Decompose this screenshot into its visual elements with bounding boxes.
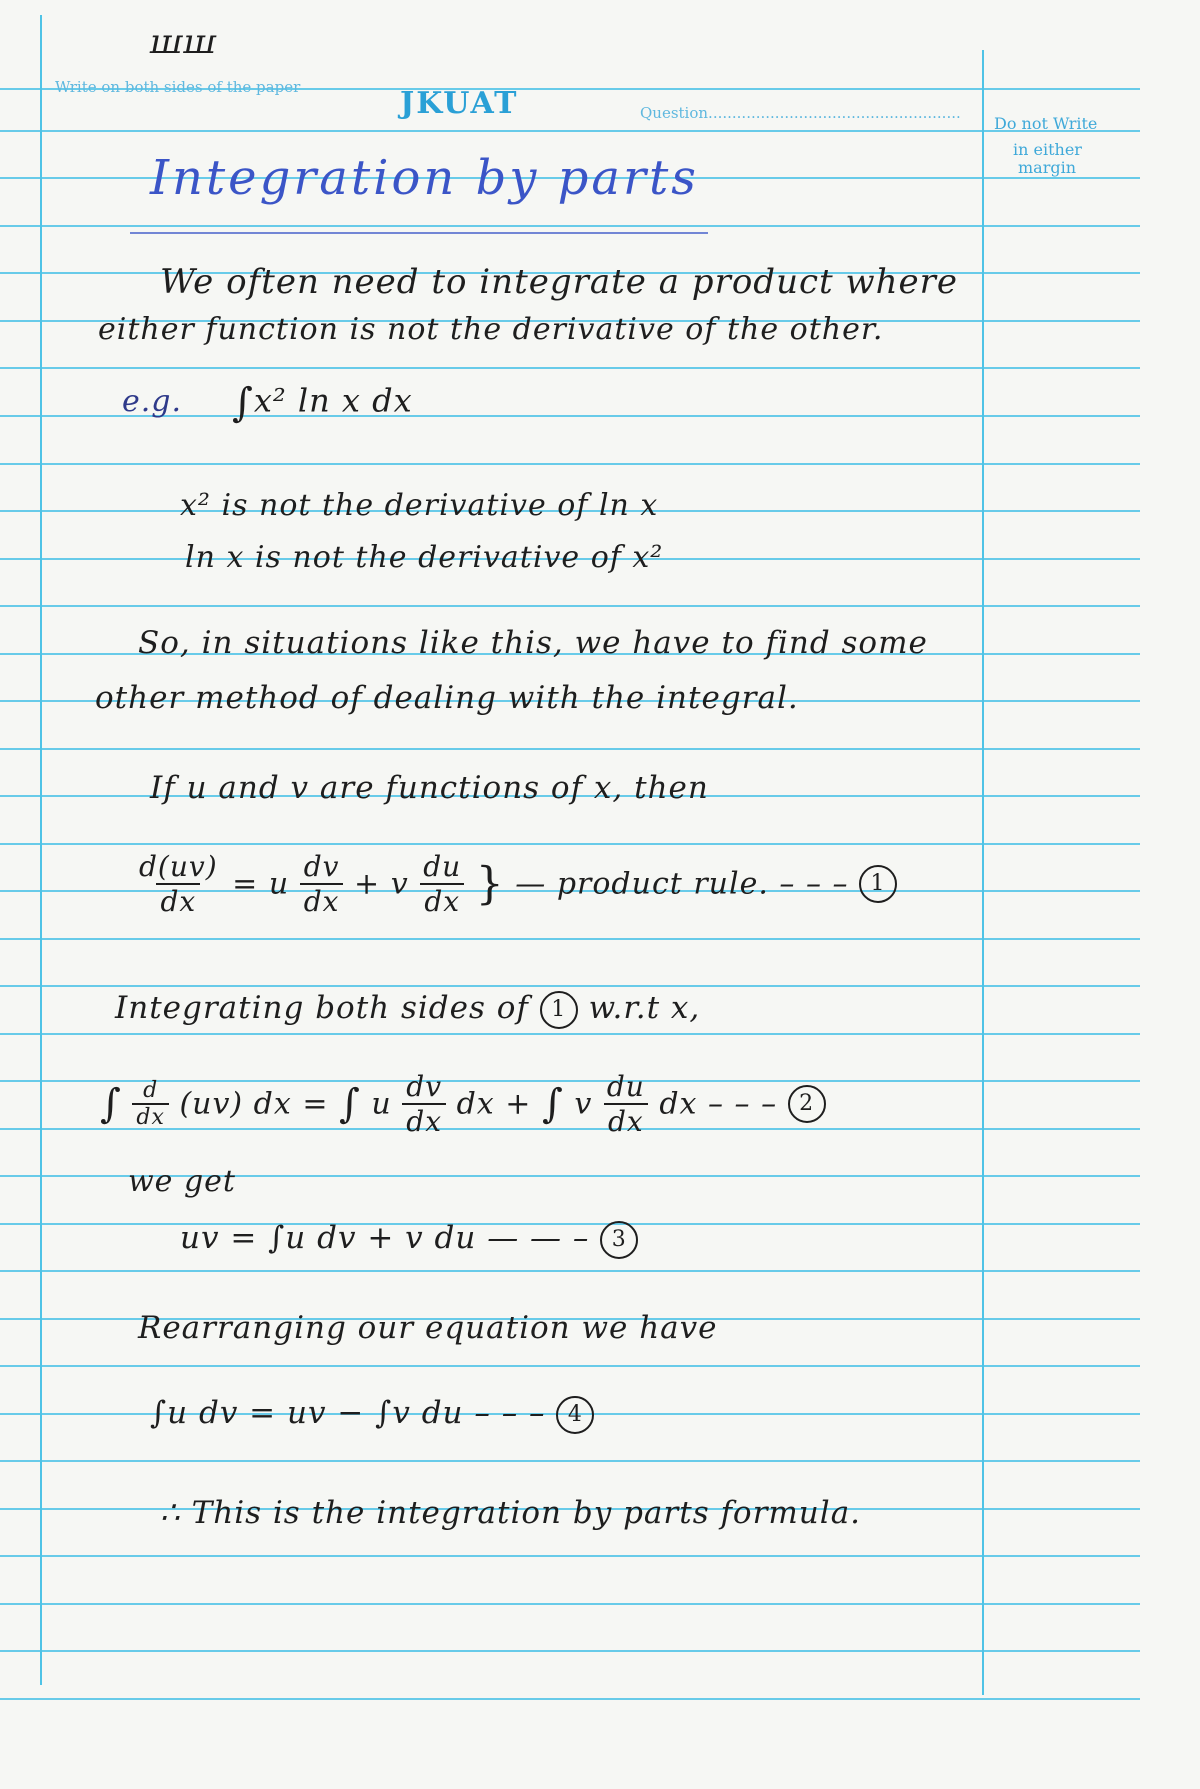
- rule-line: [0, 367, 1140, 369]
- rule-line: [0, 1603, 1140, 1605]
- title-underline: [130, 232, 708, 234]
- example-integral: [232, 380, 413, 426]
- equation-reference: 1: [540, 991, 578, 1029]
- page-initials: ꟺꟺ: [150, 22, 218, 62]
- example-label: e.g.: [122, 384, 183, 419]
- side-note-line: in either: [1013, 140, 1082, 159]
- rule-line: [0, 985, 1140, 987]
- equation-three: uv = ∫u dv + v du — — – 3: [180, 1220, 638, 1259]
- intro-line: We often need to integrate a product where: [160, 262, 958, 302]
- intro-line: either function is not the derivative of the other.: [98, 312, 884, 347]
- fraction: $\frac{dv}{dx}$: [402, 1070, 446, 1138]
- equation-number: 4: [556, 1396, 594, 1434]
- rule-line: [0, 605, 1140, 607]
- rule-line: [0, 938, 1140, 940]
- right-margin-line: [982, 50, 984, 1695]
- rearranging-line: Rearranging our equation we have: [138, 1310, 718, 1346]
- rule-line: [0, 1555, 1140, 1557]
- left-margin-line: [40, 15, 42, 1685]
- page-title: Integration by parts: [150, 150, 699, 206]
- product-rule-tag: — product rule. – – –: [515, 866, 849, 902]
- rule-line: [0, 843, 1140, 845]
- fraction: $\frac{dv}{dx}$: [300, 850, 344, 918]
- side-note-line: Do not Write: [994, 114, 1098, 133]
- equation-number: 2: [788, 1085, 826, 1123]
- rule-line: [0, 1460, 1140, 1462]
- margin-instruction: Write on both sides of the paper: [55, 78, 301, 96]
- rule-line: [0, 225, 1140, 227]
- rule-line: [0, 463, 1140, 465]
- rule-line: [0, 748, 1140, 750]
- side-note-line: margin: [1018, 158, 1077, 177]
- rule-line: [0, 1033, 1140, 1035]
- question-label: Question.....................................................: [640, 104, 961, 122]
- paragraph-line: other method of dealing with the integral.: [95, 680, 799, 716]
- equation-four: ∫u dv = uv − ∫v du – – – 4: [150, 1395, 594, 1434]
- rule-line: [0, 1365, 1140, 1367]
- rule-line: [0, 130, 1140, 132]
- we-get-label: we get: [128, 1164, 236, 1199]
- fraction: $\frac{d}{dx}$: [132, 1078, 169, 1130]
- product-rule-equation: $\frac{d(uv)}{dx}$ = u $\frac{dv}{dx}$ + v $\frac{du}{dx}$ } — product rule. – – – 1: [135, 850, 897, 918]
- rule-line: [0, 1270, 1140, 1272]
- institution-name: JKUAT: [400, 86, 519, 121]
- integrated-equation: ∫ $\frac{d}{dx}$ (uv) dx = ∫ u $\frac{dv}{dx}$ dx + ∫ v $\frac{du}{dx}$ dx – – – 2: [100, 1070, 826, 1138]
- rule-line: [0, 1650, 1140, 1652]
- integral-sign: ∫: [339, 1081, 361, 1127]
- equation-number: 3: [600, 1221, 638, 1259]
- fraction: $\frac{du}{dx}$: [419, 850, 465, 918]
- example-note: x² is not the derivative of ln x: [180, 488, 659, 523]
- integrating-line: Integrating both sides of 1 w.r.t x,: [115, 990, 700, 1029]
- conclusion-line: ∴ This is the integration by parts formula.: [160, 1495, 862, 1531]
- fraction: $\frac{du}{dx}$: [603, 1070, 649, 1138]
- example-note: ln x is not the derivative of x²: [185, 540, 664, 575]
- integral-sign: ∫: [232, 380, 254, 426]
- rule-line: [0, 1698, 1140, 1700]
- fraction: $\frac{d(uv)}{dx}$: [139, 850, 218, 918]
- example-integrand: x² ln x dx: [253, 381, 413, 420]
- integral-sign: ∫: [100, 1081, 122, 1127]
- equation-number: 1: [859, 865, 897, 903]
- statement-line: If u and v are functions of x, then: [150, 770, 709, 806]
- paragraph-line: So, in situations like this, we have to find some: [138, 625, 928, 661]
- integral-sign: ∫: [541, 1081, 564, 1127]
